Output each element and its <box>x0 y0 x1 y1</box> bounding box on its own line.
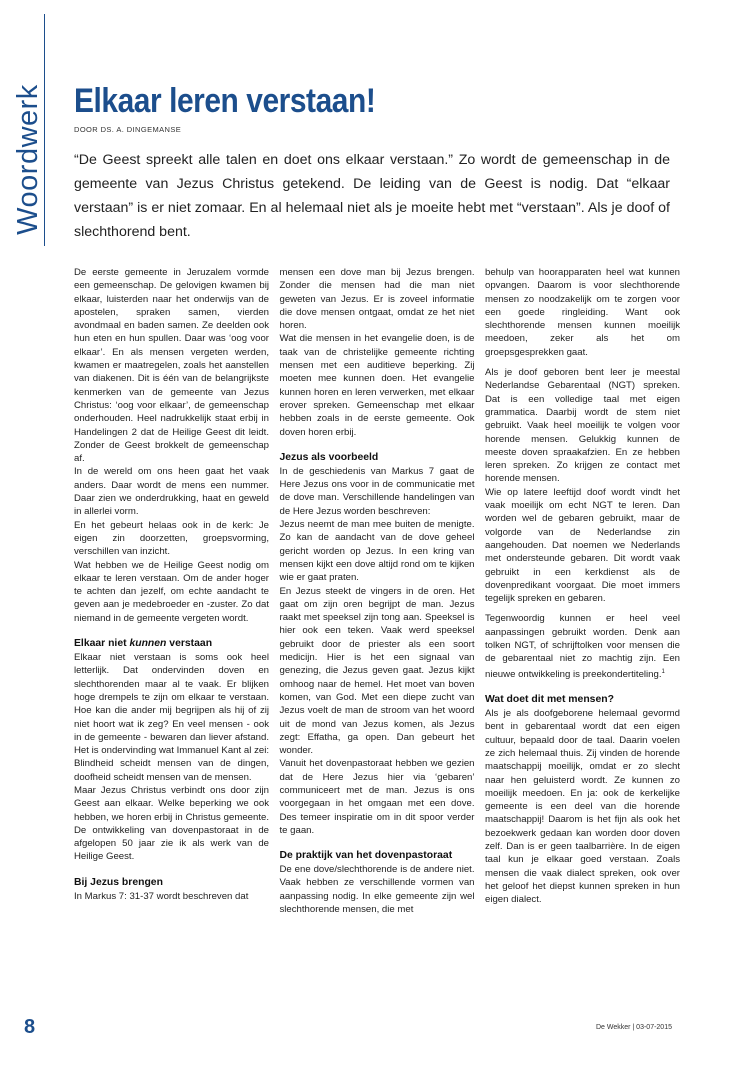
byline: DOOR DS. A. DINGEMANSE <box>74 125 182 134</box>
paragraph: behulp van hoorapparaten heel wat kunnen opvangen. Daarom is voor slechthorende mensen zo noodzakelijk om te zorgen voor een goede ringleiding. Want ook slechthorende mensen kunnen moeilijk meedoen, zeker als het om groepsgesprekken gaat. <box>485 267 680 358</box>
subheading: Bij Jezus brengen <box>74 876 163 888</box>
paragraph: Wie op latere leeftijd doof wordt vindt het vaak moeilijk om echt NGT te leren. Dan worden wel de gebaren gebruikt, maar de volgorde van de Nederlandse zin aangehouden. Dat noemen we Nederlands met ondersteunde gebaren. Dit wordt vaak gebruikt in een kerkdienst als de dovenpredikant voorgaat. Die moet immers tegelijk spreken en gebaren. <box>485 486 680 605</box>
subheading: De praktijk van het dovenpastoraat <box>279 850 453 862</box>
subheading: Wat doet dit met mensen? <box>485 694 614 706</box>
column-3 <box>485 266 680 1016</box>
subheading <box>74 637 269 650</box>
paragraph: Vanuit het dovenpastoraat hebben we gezien dat de Here Jezus hier via ‘gebaren’ communiceert met de man. Jezus is ons voorgegaan in het omgaan met een dove. Des temeer inspiratie om in dit spoor verder te gaan. <box>279 758 475 836</box>
paragraph: Maar Jezus Christus verbindt ons door zijn Geest aan elkaar. Welke beperking we ook hebben, we horen erbij in Christus gemeente. De ontwikkeling van dovenpastoraat in de afgelopen 50 jaar zie ik als werk van de Heilige Geest. <box>74 784 269 863</box>
section-label <box>8 64 48 254</box>
paragraph: In de geschiedenis van Markus 7 gaat de Here Jezus ons voor in de communicatie met de dove man. Verschillende handelingen van de Here Jezus worden beschreven: <box>279 465 475 517</box>
paragraph: En het gebeurt helaas ook in de kerk: Je eigen zin doorzetten, groepsvorming, verschillen van inzicht. <box>74 519 269 558</box>
column-2 <box>280 266 475 1016</box>
footnote-marker: 1 <box>661 668 665 675</box>
paragraph: Elkaar niet verstaan is soms ook heel letterlijk. Dat ondervinden doven en slechthorenden maar al te vaak. Er blijken hoge drempels te zijn om elkaar te verstaan. Hoe kan die ander mij begrijpen als hij of zij niet hoort wat ik zeg? En veel mensen - ook in de gemeente - bewaren dan liever afstand. Het is ondervinding wat Immanuel Kant al zei: Blindheid scheidt mensen van de dingen, doofheid scheidt mensen van de mensen. <box>74 652 269 783</box>
paragraph <box>485 612 680 681</box>
section-label-text: Woordwerk <box>11 83 44 235</box>
paragraph: En Jezus steekt de vingers in de oren. Het gaat om zijn oren begrijpt de man. Jezus raakt met speeksel zijn tong aan. Speeksel is hier ook een teken. Vaak werd speeksel gebruikt door de priester als een soort medicijn. Hier is het een signaal van genezing, die Jezus geven gaat. Jezus kijkt omhoog naar de hemel. Het moet van boven komen, van God. Met een diepe zucht van Jezus voelt de man de stroom van het woord uit de mond van Jezus komen, als Jezus zegt: Effatha, ga open. Dan gebeurt het wonder. <box>279 585 475 757</box>
paragraph: mensen een dove man bij Jezus brengen. Zonder die mensen had die man niet geweten van Jezus. Er is zoveel informatie die dove mensen ontgaat, omdat ze het niet horen. <box>279 267 475 332</box>
paragraph: Jezus neemt de man mee buiten de menigte. Zo kan de aandacht van de dove geheel gericht worden op Jezus. In een kring van mensen kijkt een dove altijd rond om te kijken wie er gaat praten. <box>279 519 475 584</box>
page-number: 8 <box>24 1016 36 1038</box>
subheading-part: Elkaar niet <box>74 638 130 650</box>
paragraph: De eerste gemeente in Jeruzalem vormde een gemeenschap. De gelovigen kwamen bij elkaar, luisterden naar het onderwijs van de apostelen, spraken samen, vierden avondmaal en baden samen. Ze deelden ook hun eten en hun spullen. Daar was ‘oog voor elkaar’. En als mensen vergeten werden, kwamen er maatregelen, zoals het aanstellen van diakenen. Dit is één van de belangrijkste kenmerken van de gemeente van Jezus Christus: ‘oog voor elkaar’, de gemeenschap onderhouden. Heel nadrukkelijk staat erbij in Handelingen 2 dat de Heilige Geest dit leidt. Zonder de Geest brokkelt de gemeenschap af. <box>74 267 269 465</box>
paragraph: De ene dove/slechthorende is de andere niet. Vaak hebben ze verschillende vormen van aanpassing nodig. In elke gemeente zijn wel slechthorende mensen, die met <box>279 864 475 916</box>
subheading-emphasis: kunnen <box>129 638 167 650</box>
footer-issue: De Wekker | 03-07-2015 <box>595 1024 672 1031</box>
paragraph: Als je als doofgeborene helemaal gevormd bent in gebarentaal wordt dat een eigen cultuur, bepaald door de taal. Daarin voelen ze zich helemaal thuis. Zij vinden de horende maatschappij moeilijk, omdat er zo slecht naar hen geluisterd wordt. Ze kunnen zo moeilijk meedoen. En ja: ook de kerkelijke gemeente is een deel van die horende maatschappij! Daarom is het fijn als ook het bezoekwerk gedaan kan worden door doven zelf. Dan is er geen taalbarrière. In de eigen taal kun je elkaar goed verstaan. Zoals mensen die vaak dialect spreken, ook over het geloof het diepst kunnen spreken in hun eigen dialect. <box>485 708 680 906</box>
subheading: Jezus als voorbeeld <box>279 451 379 463</box>
subheading-part: verstaan <box>166 638 213 650</box>
paragraph: Als je doof geboren bent leer je meestal Nederlandse Gebarentaal (NGT) spreken. Dat is een volledige taal met eigen grammatica. Daarbij wordt de stem niet gebruikt. Vaak heel moeilijk te volgen voor horende mensen. Gelukkig kunnen de meeste doven spraakafzien. En ze hebben leren spreken. Zo krijgen ze contact met horende mensen. <box>485 367 680 485</box>
paragraph: Wat hebben we de Heilige Geest nodig om elkaar te leren verstaan. Om de ander hoger te achten dan jezelf, om echte aandacht te geven aan je medebroeder en -zuster. Zo dat niemand in de gemeente vergeten wordt. <box>74 559 269 624</box>
column-1 <box>74 266 269 1016</box>
article-body <box>74 266 680 1016</box>
paragraph: Wat die mensen in het evangelie doen, is de taak van de christelijke gemeente richting mensen met een auditieve beperking. Zij moeten mee kunnen doen. Het evangelie kunnen horen en leren verwerken, met elkaar erover spreken. Gemeenschap met elkaar hebben zoals in de eerste gemeente. Ook doven horen erbij. <box>279 333 475 438</box>
paragraph: In Markus 7: 31-37 wordt beschreven dat <box>74 890 249 902</box>
article-title: Elkaar leren verstaan! <box>74 82 376 120</box>
paragraph: In de wereld om ons heen gaat het vaak anders. Daar wordt de mens een nummer. Daar zien we onderdrukking, haat en geweld in allerlei vorm. <box>74 466 269 518</box>
paragraph-text: Tegenwoordig kunnen er heel veel aanpassingen gebruikt worden. Denk aan tolken NGT, of schrijftolken voor mensen die de gebarentaal niet zo machtig zijn. Een nieuwe ontwikkeling is preekondertiteling. <box>485 613 680 680</box>
intro-paragraph: “De Geest spreekt alle talen en doet ons elkaar verstaan.” Zo wordt de gemeenschap in de gemeente van Jezus Christus getekend. De leiding van de Geest is nodig. Dat “elkaar verstaan” is er niet zomaar. En al helemaal niet als je moeite hebt met “verstaan”. Als je doof of slechthorend bent. <box>74 152 670 240</box>
